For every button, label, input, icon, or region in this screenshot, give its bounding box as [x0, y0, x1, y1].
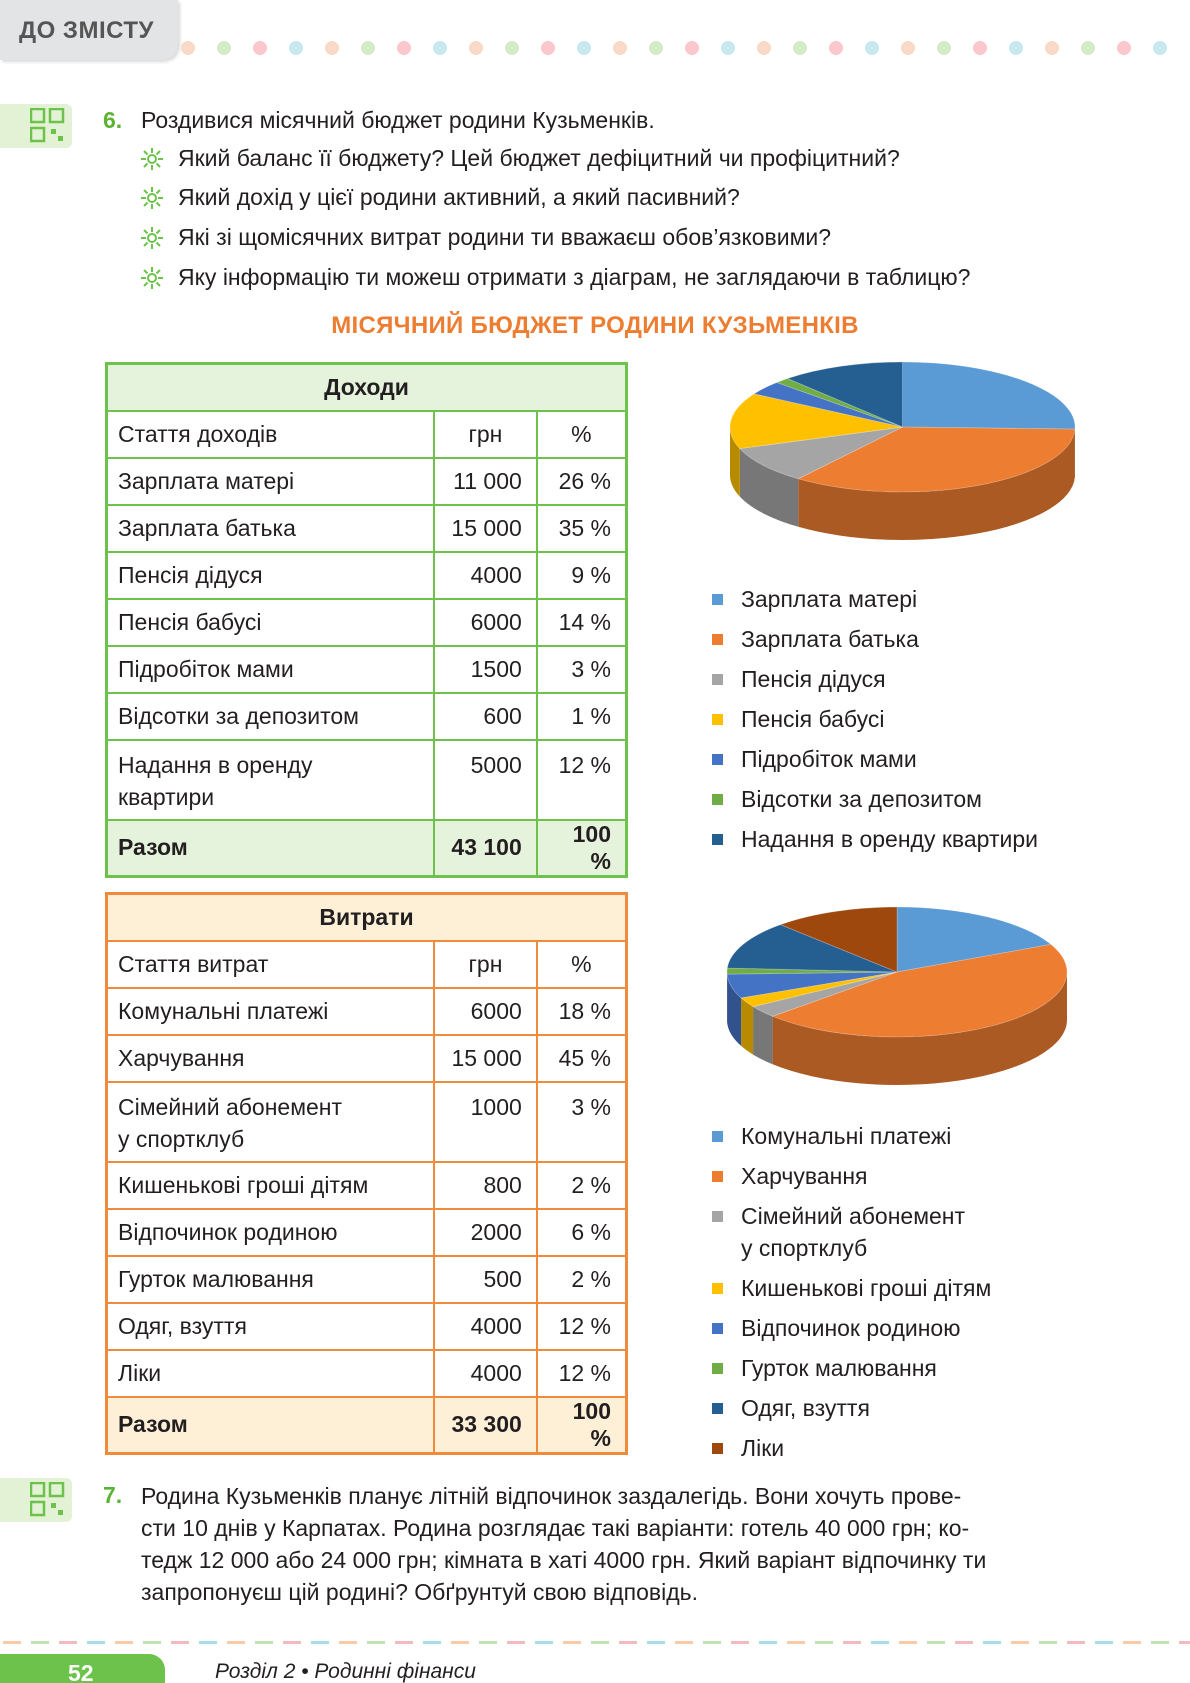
- page-number: 52: [68, 1660, 94, 1683]
- decorative-dash: [535, 1641, 553, 1644]
- legend-swatch: [712, 674, 723, 685]
- column-header: Стаття витрат: [107, 941, 435, 988]
- decorative-dash: [759, 1641, 777, 1644]
- table-row: [107, 1350, 627, 1397]
- pie-slice: [903, 362, 1076, 429]
- table-header-row: [107, 941, 627, 988]
- task-7-line: Родина Кузьменків планує літній відпочинок заздалегідь. Вони хочуть прове-: [141, 1483, 962, 1509]
- table-row: [107, 505, 627, 552]
- decorative-dash: [731, 1641, 749, 1644]
- row-name: Підробіток мами: [107, 646, 435, 693]
- row-pct: 2 %: [537, 1256, 627, 1303]
- decorative-dash: [451, 1641, 469, 1644]
- legend-swatch: [712, 714, 723, 725]
- qr-code-icon[interactable]: [0, 1478, 72, 1522]
- legend-swatch: [712, 1283, 723, 1294]
- row-grn: 4000: [434, 552, 537, 599]
- decorative-dash: [927, 1641, 945, 1644]
- row-name: Зарплата матері: [107, 458, 435, 505]
- row-grn: 15 000: [434, 1035, 537, 1082]
- legend-label: Пенсія дідуся: [741, 666, 886, 692]
- legend-label: Кишенькові гроші дітям: [741, 1275, 992, 1301]
- legend-label: Зарплата матері: [741, 586, 918, 612]
- decorative-dash: [899, 1641, 917, 1644]
- decorative-dot: [181, 41, 195, 55]
- column-header: Стаття доходів: [107, 411, 435, 458]
- decorative-dash: [1179, 1641, 1190, 1644]
- row-grn: 5000: [434, 740, 537, 820]
- task-7-line: тедж 12 000 або 24 000 грн; кімната в хаті 4000 грн. Який варіант відпочинку ти: [141, 1547, 987, 1573]
- decorative-dot: [721, 41, 735, 55]
- decorative-dash: [171, 1641, 189, 1644]
- row-pct: 12 %: [537, 740, 627, 820]
- decorative-dash: [619, 1641, 637, 1644]
- decorative-dot: [505, 41, 519, 55]
- section-title: Розділ 2 • Родинні фінанси: [215, 1660, 476, 1683]
- decorative-dot: [793, 41, 807, 55]
- decorative-dot: [361, 41, 375, 55]
- legend-label: Сімейний абонемент у спортклуб: [741, 1203, 966, 1261]
- row-pct: 45 %: [537, 1035, 627, 1082]
- table-header-row: [107, 411, 627, 458]
- decorative-dash: [311, 1641, 329, 1644]
- table-row: [107, 1256, 627, 1303]
- decorative-dash: [871, 1641, 889, 1644]
- legend-label: Підробіток мами: [741, 746, 917, 772]
- decorative-dash: [87, 1641, 105, 1644]
- table-row: [107, 1209, 627, 1256]
- row-grn: 4000: [434, 1303, 537, 1350]
- row-grn: 6000: [434, 599, 537, 646]
- decorative-dash: [199, 1641, 217, 1644]
- row-grn: 1000: [434, 1082, 537, 1162]
- legend-swatch: [712, 754, 723, 765]
- task-6-number: 6.: [103, 107, 123, 133]
- decorative-dash: [703, 1641, 721, 1644]
- decorative-dot: [289, 41, 303, 55]
- legend-swatch: [712, 634, 723, 645]
- row-grn: 15 000: [434, 505, 537, 552]
- decorative-dash: [563, 1641, 581, 1644]
- legend-swatch: [712, 1211, 723, 1222]
- column-header: %: [537, 411, 627, 458]
- legend-label: Одяг, взуття: [741, 1395, 870, 1421]
- decorative-dash: [787, 1641, 805, 1644]
- decorative-dash: [815, 1641, 833, 1644]
- decorative-dot: [1009, 41, 1023, 55]
- sun-bullet-icon: [140, 186, 164, 210]
- decorative-dash: [31, 1641, 49, 1644]
- sun-bullet-icon: [140, 147, 164, 171]
- row-name: Зарплата батька: [107, 505, 435, 552]
- row-pct: 18 %: [537, 988, 627, 1035]
- decorative-dash: [367, 1641, 385, 1644]
- decorative-dash: [255, 1641, 273, 1644]
- question-text: Який дохід у цієї родини активний, а який пасивний?: [178, 184, 740, 210]
- table-row: [107, 458, 627, 505]
- row-name: Відсотки за депозитом: [107, 693, 435, 740]
- column-header: грн: [434, 411, 537, 458]
- legend-label: Відсотки за депозитом: [741, 786, 982, 812]
- row-pct: 6 %: [537, 1209, 627, 1256]
- row-name: Комунальні платежі: [107, 988, 435, 1035]
- legend-label: Харчування: [741, 1163, 868, 1189]
- task-6-text: Роздивися місячний бюджет родини Кузьменків.: [141, 107, 655, 133]
- decorative-dot: [613, 41, 627, 55]
- row-pct: 35 %: [537, 505, 627, 552]
- decorative-dot: [577, 41, 591, 55]
- row-grn: 500: [434, 1256, 537, 1303]
- legend-swatch: [712, 794, 723, 805]
- total-grn: 43 100: [434, 820, 537, 877]
- decorative-dash: [1039, 1641, 1057, 1644]
- decorative-dash: [507, 1641, 525, 1644]
- decorative-dash: [283, 1641, 301, 1644]
- row-name: Пенсія дідуся: [107, 552, 435, 599]
- decorative-dot: [541, 41, 555, 55]
- decorative-dash: [647, 1641, 665, 1644]
- row-name: Пенсія бабусі: [107, 599, 435, 646]
- legend-swatch: [712, 594, 723, 605]
- decorative-dash: [339, 1641, 357, 1644]
- legend-label: Гурток малювання: [741, 1355, 937, 1381]
- row-pct: 26 %: [537, 458, 627, 505]
- total-row: [107, 1397, 627, 1454]
- decorative-dash: [479, 1641, 497, 1644]
- decorative-dash: [3, 1641, 21, 1644]
- total-pct: 100 %: [537, 1397, 627, 1454]
- legend-label: Відпочинок родиною: [741, 1315, 961, 1341]
- decorative-dash: [423, 1641, 441, 1644]
- decorative-dot: [649, 41, 663, 55]
- table-row: [107, 552, 627, 599]
- row-pct: 12 %: [537, 1303, 627, 1350]
- question-text: Яку інформацію ти можеш отримати з діаграм, не заглядаючи в таблицю?: [178, 264, 971, 290]
- decorative-dot: [217, 41, 231, 55]
- row-pct: 2 %: [537, 1162, 627, 1209]
- decorative-dot: [901, 41, 915, 55]
- decorative-dot: [937, 41, 951, 55]
- task-7-line: сти 10 днів у Карпатах. Родина розглядає такі варіанти: готель 40 000 грн; ко-: [141, 1515, 970, 1541]
- income-pie-chart: [725, 355, 1080, 570]
- row-grn: 4000: [434, 1350, 537, 1397]
- decorative-dash: [983, 1641, 1001, 1644]
- row-grn: 1500: [434, 646, 537, 693]
- decorative-dot: [1117, 41, 1131, 55]
- decorative-dash: [1011, 1641, 1029, 1644]
- column-header: грн: [434, 941, 537, 988]
- legend-label: Зарплата батька: [741, 626, 919, 652]
- row-name: Відпочинок родиною: [107, 1209, 435, 1256]
- row-grn: 6000: [434, 988, 537, 1035]
- row-name: Сімейний абонемент у спортклуб: [107, 1082, 435, 1162]
- decorative-dash: [955, 1641, 973, 1644]
- decorative-dot: [685, 41, 699, 55]
- row-name: Гурток малювання: [107, 1256, 435, 1303]
- table-of-contents-label: ДО ЗМІСТУ: [19, 17, 154, 44]
- table-row: [107, 646, 627, 693]
- row-name: Надання в оренду квартири: [107, 740, 435, 820]
- table-row: [107, 1303, 627, 1350]
- sun-bullet-icon: [140, 226, 164, 250]
- legend-label: Пенсія бабусі: [741, 706, 885, 732]
- table-row: [107, 1082, 627, 1162]
- decorative-dot: [865, 41, 879, 55]
- decorative-dash: [59, 1641, 77, 1644]
- task-7-line: запропонуєш цій родині? Обґрунтуй свою відповідь.: [141, 1579, 699, 1605]
- row-name: Ліки: [107, 1350, 435, 1397]
- expense-heading: Витрати: [107, 894, 627, 941]
- table-row: [107, 1035, 627, 1082]
- decorative-dot: [1153, 41, 1167, 55]
- decorative-dash: [1151, 1641, 1169, 1644]
- row-name: Харчування: [107, 1035, 435, 1082]
- row-grn: 2000: [434, 1209, 537, 1256]
- decorative-dash: [395, 1641, 413, 1644]
- decorative-dot: [469, 41, 483, 55]
- row-pct: 9 %: [537, 552, 627, 599]
- total-label: Разом: [107, 1397, 435, 1454]
- question-text: Який баланс її бюджету? Цей бюджет дефіцитний чи профіцитний?: [178, 145, 900, 171]
- decorative-dash: [115, 1641, 133, 1644]
- decorative-dot: [325, 41, 339, 55]
- income-heading: Доходи: [107, 364, 627, 411]
- decorative-dot: [829, 41, 843, 55]
- row-pct: 3 %: [537, 1082, 627, 1162]
- decorative-dot: [253, 41, 267, 55]
- decorative-dash: [1123, 1641, 1141, 1644]
- row-name: Одяг, взуття: [107, 1303, 435, 1350]
- decorative-dot: [757, 41, 771, 55]
- table-row: [107, 599, 627, 646]
- total-pct: 100 %: [537, 820, 627, 877]
- row-grn: 600: [434, 693, 537, 740]
- legend-swatch: [712, 1171, 723, 1182]
- decorative-dot: [1081, 41, 1095, 55]
- decorative-dots: [178, 40, 1188, 56]
- row-pct: 14 %: [537, 599, 627, 646]
- row-grn: 11 000: [434, 458, 537, 505]
- table-row: [107, 988, 627, 1035]
- table-row: [107, 1162, 627, 1209]
- table-row: [107, 740, 627, 820]
- legend-swatch: [712, 1323, 723, 1334]
- row-pct: 1 %: [537, 693, 627, 740]
- page-number-badge: [0, 1654, 165, 1683]
- total-grn: 33 300: [434, 1397, 537, 1454]
- decorative-dot: [397, 41, 411, 55]
- qr-code-icon[interactable]: [0, 104, 72, 148]
- task-7-number: 7.: [103, 1482, 123, 1508]
- table-of-contents-tab[interactable]: [0, 0, 178, 60]
- table-row: [107, 693, 627, 740]
- legend-swatch: [712, 1403, 723, 1414]
- row-pct: 12 %: [537, 1350, 627, 1397]
- row-name: Кишенькові гроші дітям: [107, 1162, 435, 1209]
- row-grn: 800: [434, 1162, 537, 1209]
- decorative-dot: [973, 41, 987, 55]
- decorative-dash: [1067, 1641, 1085, 1644]
- decorative-dash: [1095, 1641, 1113, 1644]
- decorative-dot: [433, 41, 447, 55]
- decorative-dot: [1045, 41, 1059, 55]
- legend-swatch: [712, 1443, 723, 1454]
- decorative-dash: [675, 1641, 693, 1644]
- decorative-dash: [591, 1641, 609, 1644]
- expense-table: [105, 892, 628, 1455]
- budget-title: МІСЯЧНИЙ БЮДЖЕТ РОДИНИ КУЗЬМЕНКІВ: [331, 312, 859, 339]
- legend-label: Надання в оренду квартири: [741, 826, 1038, 852]
- row-pct: 3 %: [537, 646, 627, 693]
- decorative-dash: [227, 1641, 245, 1644]
- legend-label: Ліки: [741, 1435, 785, 1461]
- legend-label: Комунальні платежі: [741, 1123, 952, 1149]
- legend-swatch: [712, 1131, 723, 1142]
- decorative-dash: [843, 1641, 861, 1644]
- total-label: Разом: [107, 820, 435, 877]
- expense-pie-chart: [722, 900, 1072, 1110]
- sun-bullet-icon: [140, 266, 164, 290]
- column-header: %: [537, 941, 627, 988]
- decorative-dash: [143, 1641, 161, 1644]
- pie-slice-side: [741, 998, 753, 1055]
- legend-swatch: [712, 834, 723, 845]
- legend-swatch: [712, 1363, 723, 1374]
- income-table: [105, 362, 628, 878]
- total-row: [107, 820, 627, 877]
- question-text: Які зі щомісячних витрат родини ти вважаєш обов’язковими?: [178, 224, 832, 250]
- decorative-dashes: [0, 1640, 1190, 1646]
